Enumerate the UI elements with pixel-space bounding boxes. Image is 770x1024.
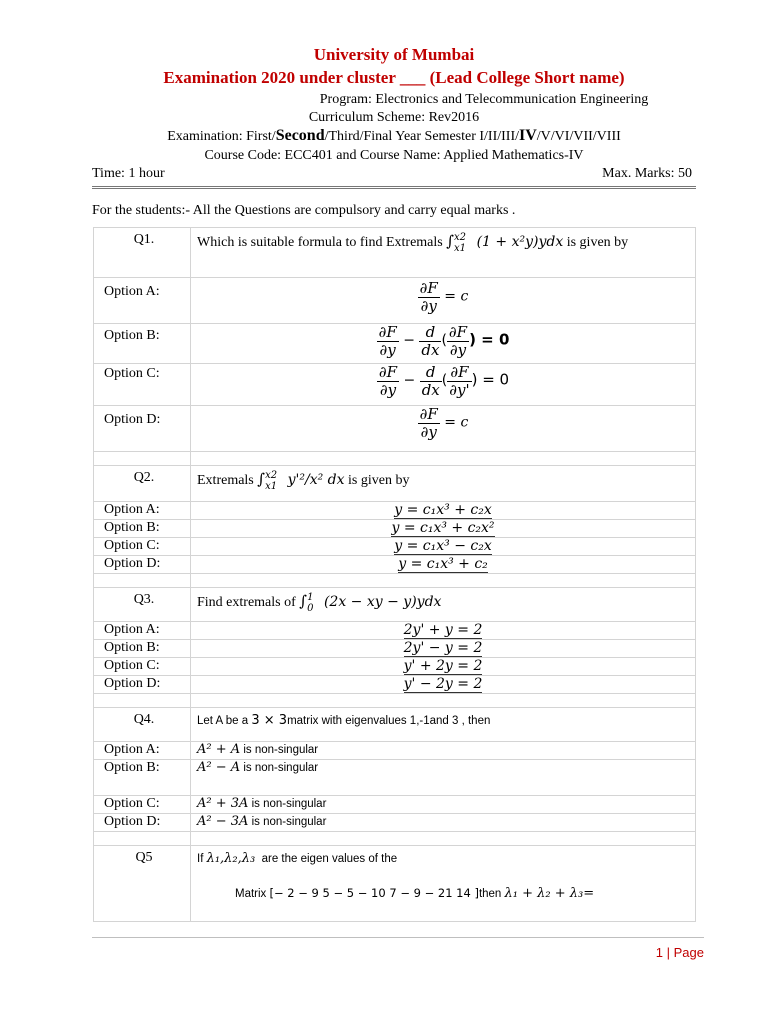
option-label: Option A: bbox=[94, 742, 191, 760]
option-label: Option D: bbox=[94, 814, 191, 832]
scheme-line: Curriculum Scheme: Rev2016 bbox=[308, 110, 480, 125]
option-expr: A² − A bbox=[197, 760, 241, 775]
question-row bbox=[94, 466, 696, 502]
option-label: Option A: bbox=[94, 502, 191, 520]
time-marks-row bbox=[92, 164, 696, 183]
option-expr: A² + 3A bbox=[197, 796, 249, 811]
question-row bbox=[94, 846, 696, 922]
integral-upper: 1 bbox=[307, 592, 314, 603]
question-row bbox=[94, 588, 696, 622]
question-text bbox=[191, 708, 696, 742]
integral-upper: x2 bbox=[454, 232, 467, 243]
option-tail: is non-singular bbox=[248, 816, 327, 828]
footer-rule bbox=[92, 937, 704, 938]
option-label: Option A: bbox=[94, 622, 191, 640]
option-row bbox=[94, 324, 696, 364]
program-line: Program: Electronics and Telecommunication Engineering bbox=[319, 92, 649, 107]
option-a-expr: $\frac{\partial F}{\partial y}$ = c bbox=[191, 278, 696, 324]
option-expr: y = c₁x³ + c₂x² bbox=[391, 520, 495, 536]
option-expr: A² − 3A bbox=[197, 814, 249, 829]
option-label: Option D: bbox=[94, 676, 191, 694]
option-expr: y = c₁x³ + c₂ bbox=[398, 556, 488, 572]
spacer-row bbox=[94, 452, 696, 466]
option-expr: y' − 2y = 2 bbox=[403, 676, 483, 692]
lambda-sum: λ₁ + λ₂ + λ₃= bbox=[504, 886, 595, 901]
option-b-expr: $\frac{\partial F}{\partial y}$ − $\frac{d}{dx}$ ( $\frac{\partial F}{\partial y}$ ) = 0 bbox=[191, 324, 696, 364]
integrand: y'²/x² dx bbox=[287, 472, 345, 489]
option-label: Option D: bbox=[94, 406, 191, 452]
option-tail: is non-singular bbox=[240, 744, 319, 756]
option-label: Option D: bbox=[94, 556, 191, 574]
option-row bbox=[94, 814, 696, 832]
question-text-before: Which is suitable formula to find Extremals bbox=[197, 235, 443, 251]
option-label: Option C: bbox=[94, 658, 191, 676]
course-line: Course Code: ECC401 and Course Name: Applied Mathematics-IV bbox=[204, 148, 584, 163]
matrix-dim: 3 × 3 bbox=[251, 713, 288, 728]
option-expr: y = c₁x³ − c₂x bbox=[394, 538, 492, 554]
option-label: Option C: bbox=[94, 796, 191, 814]
question-text bbox=[191, 846, 696, 922]
question-text bbox=[191, 228, 696, 278]
question-label: Q3. bbox=[94, 588, 191, 622]
option-expr: y = c₁x³ + c₂x bbox=[394, 502, 492, 518]
option-row bbox=[94, 556, 696, 574]
option-label: Option C: bbox=[94, 538, 191, 556]
option-row bbox=[94, 742, 696, 760]
question-text-after: matrix with eigenvalues 1,-1and 3 , then bbox=[287, 715, 491, 727]
question-text-after: is given by bbox=[348, 473, 410, 489]
integrand: (2x − xy − y)ydx bbox=[323, 594, 442, 611]
examination-line bbox=[92, 126, 696, 146]
option-row bbox=[94, 520, 696, 538]
option-row bbox=[94, 640, 696, 658]
exam-mid: /Third/Final Year Semester I/II/III/ bbox=[324, 129, 520, 144]
option-row bbox=[94, 364, 696, 406]
question-text-after: are the eigen values of the bbox=[261, 853, 398, 865]
option-row bbox=[94, 406, 696, 452]
question-text-before: Let A be a bbox=[197, 715, 249, 727]
matrix-prefix: Matrix bbox=[235, 888, 267, 900]
option-row bbox=[94, 622, 696, 640]
integral-sign: ∫ bbox=[257, 470, 266, 489]
integral-sign: ∫ bbox=[446, 232, 455, 251]
question-table-q1 bbox=[93, 227, 696, 922]
option-label: Option A: bbox=[94, 278, 191, 324]
option-expr: A² + A bbox=[197, 742, 241, 757]
question-text bbox=[191, 466, 696, 502]
option-label: Option B: bbox=[94, 640, 191, 658]
option-expr: 2y' − y = 2 bbox=[403, 640, 483, 656]
question-label: Q4. bbox=[94, 708, 191, 742]
marks-label: Max. Marks: 50 bbox=[602, 166, 692, 181]
integral-lower: x1 bbox=[265, 481, 278, 492]
option-label: Option C: bbox=[94, 364, 191, 406]
option-row bbox=[94, 502, 696, 520]
spacer-row bbox=[94, 694, 696, 708]
spacer-row bbox=[94, 832, 696, 846]
matrix-then: then bbox=[478, 888, 502, 900]
exam-prefix: Examination: First/ bbox=[167, 129, 276, 144]
integral-upper: x2 bbox=[265, 470, 278, 481]
university-title: University of Mumbai bbox=[313, 45, 475, 64]
question-text-before: Extremals bbox=[197, 473, 254, 489]
exam-second: Second bbox=[275, 127, 325, 144]
lambda-list: λ₁,λ₂,λ₃ bbox=[206, 851, 256, 866]
exam-suffix: /V/VI/VII/VIII bbox=[536, 129, 621, 144]
page-number: 1 | Page bbox=[655, 945, 704, 960]
option-tail: is non-singular bbox=[240, 762, 319, 774]
question-text-before: Find extremals of bbox=[197, 595, 296, 611]
option-c-expr: $\frac{\partial F}{\partial y}$ − $\frac{d}{dx}$ ( $\frac{\partial F}{\partial y'}$ ) = 0 bbox=[191, 364, 696, 406]
option-row bbox=[94, 796, 696, 814]
question-text-before: If bbox=[197, 853, 204, 865]
spacer-row bbox=[94, 574, 696, 588]
question-text bbox=[191, 588, 696, 622]
option-row bbox=[94, 760, 696, 796]
integral-lower: x1 bbox=[454, 243, 467, 254]
option-row bbox=[94, 676, 696, 694]
question-row bbox=[94, 228, 696, 278]
option-label: Option B: bbox=[94, 324, 191, 364]
integral-lower: 0 bbox=[307, 603, 314, 614]
option-expr: y' + 2y = 2 bbox=[403, 658, 483, 674]
question-text-after: is given by bbox=[566, 235, 629, 251]
question-label: Q5 bbox=[94, 846, 191, 922]
option-row bbox=[94, 658, 696, 676]
matrix-expr: [− 2 − 9 5 − 5 − 10 7 − 9 − 21 14 ] bbox=[269, 886, 479, 900]
option-row bbox=[94, 278, 696, 324]
option-row bbox=[94, 538, 696, 556]
question-row bbox=[94, 708, 696, 742]
integrand: (1 + x²y)ydx bbox=[476, 234, 564, 251]
instructions: For the students:- All the Questions are compulsory and carry equal marks . bbox=[92, 203, 516, 218]
exam-title: Examination 2020 under cluster ___ (Lead College Short name) bbox=[163, 68, 625, 87]
option-d-expr: $\frac{\partial F}{\partial y}$ = c bbox=[191, 406, 696, 452]
option-expr: 2y' + y = 2 bbox=[403, 622, 483, 638]
exam-iv: IV bbox=[519, 127, 537, 144]
integral-sign: ∫ bbox=[299, 592, 308, 611]
option-tail: is non-singular bbox=[248, 798, 327, 810]
option-label: Option B: bbox=[94, 760, 191, 796]
time-label: Time: 1 hour bbox=[92, 166, 165, 181]
header-rule bbox=[92, 186, 696, 195]
option-label: Option B: bbox=[94, 520, 191, 538]
question-label: Q2. bbox=[94, 466, 191, 502]
question-label: Q1. bbox=[94, 228, 191, 278]
